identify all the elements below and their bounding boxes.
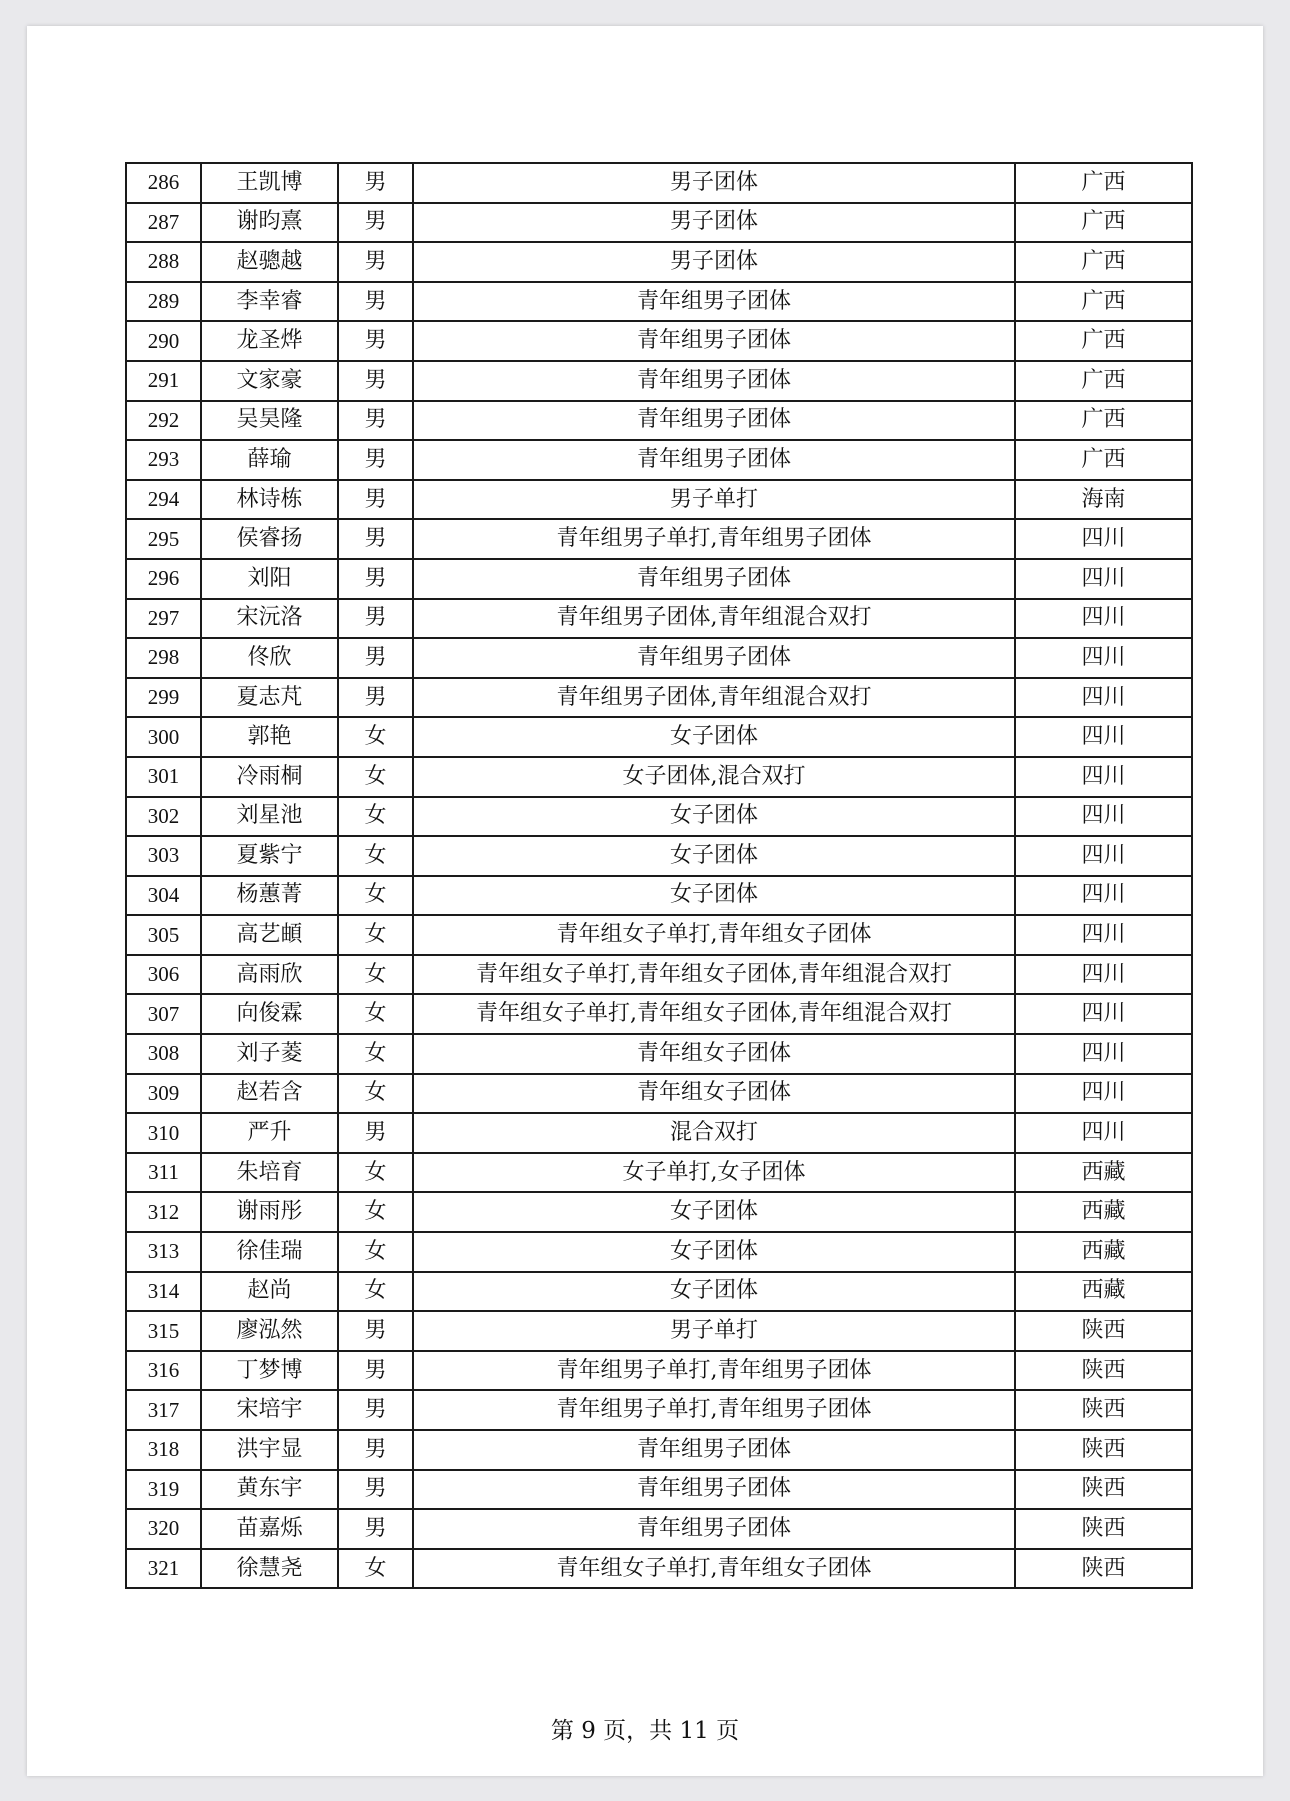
row-number: 320 xyxy=(126,1509,201,1549)
athlete-gender: 女 xyxy=(338,1192,413,1232)
athlete-region: 四川 xyxy=(1015,519,1192,559)
table-row xyxy=(126,836,1192,876)
athlete-name: 谢雨彤 xyxy=(201,1192,338,1232)
row-number: 308 xyxy=(126,1034,201,1074)
athlete-region: 广西 xyxy=(1015,163,1192,203)
athlete-region: 四川 xyxy=(1015,797,1192,837)
athlete-events: 青年组男子单打,青年组男子团体 xyxy=(413,1390,1015,1430)
row-number: 321 xyxy=(126,1549,201,1589)
athlete-region: 四川 xyxy=(1015,559,1192,599)
athlete-events: 青年组女子单打,青年组女子团体,青年组混合双打 xyxy=(413,955,1015,995)
athlete-gender: 男 xyxy=(338,1509,413,1549)
athlete-region: 陕西 xyxy=(1015,1390,1192,1430)
athlete-name: 夏志芃 xyxy=(201,678,338,718)
athlete-roster-table xyxy=(125,162,1193,1589)
athlete-gender: 男 xyxy=(338,1351,413,1391)
athlete-region: 四川 xyxy=(1015,757,1192,797)
athlete-events: 男子团体 xyxy=(413,203,1015,243)
athlete-gender: 男 xyxy=(338,203,413,243)
table-row xyxy=(126,1390,1192,1430)
row-number: 299 xyxy=(126,678,201,718)
athlete-region: 四川 xyxy=(1015,717,1192,757)
athlete-region: 四川 xyxy=(1015,1074,1192,1114)
table-row xyxy=(126,559,1192,599)
athlete-gender: 男 xyxy=(338,361,413,401)
athlete-gender: 女 xyxy=(338,1074,413,1114)
table-row xyxy=(126,480,1192,520)
athlete-gender: 女 xyxy=(338,915,413,955)
athlete-name: 刘子菱 xyxy=(201,1034,338,1074)
athlete-events: 青年组男子团体 xyxy=(413,282,1015,322)
table-row xyxy=(126,1192,1192,1232)
athlete-gender: 男 xyxy=(338,401,413,441)
athlete-region: 陕西 xyxy=(1015,1430,1192,1470)
athlete-name: 赵骢越 xyxy=(201,242,338,282)
athlete-gender: 男 xyxy=(338,440,413,480)
athlete-region: 广西 xyxy=(1015,401,1192,441)
athlete-name: 宋培宇 xyxy=(201,1390,338,1430)
row-number: 294 xyxy=(126,480,201,520)
table-row xyxy=(126,163,1192,203)
athlete-name: 刘星池 xyxy=(201,797,338,837)
document-page xyxy=(27,26,1263,1776)
athlete-gender: 男 xyxy=(338,321,413,361)
table-row xyxy=(126,1272,1192,1312)
athlete-region: 四川 xyxy=(1015,1113,1192,1153)
athlete-events: 青年组女子单打,青年组女子团体,青年组混合双打 xyxy=(413,994,1015,1034)
table-row xyxy=(126,242,1192,282)
athlete-gender: 男 xyxy=(338,282,413,322)
row-number: 302 xyxy=(126,797,201,837)
athlete-events: 女子团体 xyxy=(413,1192,1015,1232)
row-number: 287 xyxy=(126,203,201,243)
table-row xyxy=(126,1232,1192,1272)
row-number: 293 xyxy=(126,440,201,480)
table-row xyxy=(126,519,1192,559)
row-number: 304 xyxy=(126,876,201,916)
athlete-gender: 男 xyxy=(338,638,413,678)
athlete-gender: 女 xyxy=(338,797,413,837)
athlete-name: 高雨欣 xyxy=(201,955,338,995)
table-row xyxy=(126,717,1192,757)
row-number: 290 xyxy=(126,321,201,361)
table-row xyxy=(126,1074,1192,1114)
row-number: 312 xyxy=(126,1192,201,1232)
athlete-gender: 女 xyxy=(338,1549,413,1589)
athlete-name: 冷雨桐 xyxy=(201,757,338,797)
athlete-region: 陕西 xyxy=(1015,1509,1192,1549)
athlete-events: 女子团体 xyxy=(413,1232,1015,1272)
athlete-events: 青年组男子团体 xyxy=(413,321,1015,361)
row-number: 297 xyxy=(126,599,201,639)
athlete-events: 青年组女子单打,青年组女子团体 xyxy=(413,1549,1015,1589)
athlete-name: 高艺頔 xyxy=(201,915,338,955)
athlete-region: 四川 xyxy=(1015,1034,1192,1074)
athlete-name: 宋沅洛 xyxy=(201,599,338,639)
athlete-gender: 男 xyxy=(338,163,413,203)
athlete-events: 青年组女子团体 xyxy=(413,1034,1015,1074)
athlete-region: 海南 xyxy=(1015,480,1192,520)
row-number: 300 xyxy=(126,717,201,757)
athlete-name: 赵若含 xyxy=(201,1074,338,1114)
athlete-events: 青年组男子团体 xyxy=(413,638,1015,678)
athlete-region: 四川 xyxy=(1015,915,1192,955)
row-number: 317 xyxy=(126,1390,201,1430)
table-row xyxy=(126,797,1192,837)
athlete-region: 四川 xyxy=(1015,836,1192,876)
row-number: 314 xyxy=(126,1272,201,1312)
table-row xyxy=(126,1113,1192,1153)
athlete-events: 女子团体 xyxy=(413,1272,1015,1312)
row-number: 291 xyxy=(126,361,201,401)
athlete-events: 女子团体 xyxy=(413,717,1015,757)
athlete-region: 四川 xyxy=(1015,638,1192,678)
athlete-events: 青年组男子单打,青年组男子团体 xyxy=(413,1351,1015,1391)
athlete-name: 向俊霖 xyxy=(201,994,338,1034)
row-number: 288 xyxy=(126,242,201,282)
athlete-region: 西藏 xyxy=(1015,1192,1192,1232)
athlete-events: 青年组男子团体,青年组混合双打 xyxy=(413,678,1015,718)
athlete-gender: 女 xyxy=(338,876,413,916)
athlete-name: 杨蕙菁 xyxy=(201,876,338,916)
athlete-gender: 男 xyxy=(338,1470,413,1510)
athlete-name: 赵尚 xyxy=(201,1272,338,1312)
athlete-gender: 男 xyxy=(338,1430,413,1470)
athlete-name: 丁梦博 xyxy=(201,1351,338,1391)
athlete-region: 四川 xyxy=(1015,599,1192,639)
athlete-name: 严升 xyxy=(201,1113,338,1153)
athlete-region: 广西 xyxy=(1015,203,1192,243)
table-row xyxy=(126,955,1192,995)
row-number: 289 xyxy=(126,282,201,322)
row-number: 310 xyxy=(126,1113,201,1153)
athlete-region: 四川 xyxy=(1015,955,1192,995)
athlete-region: 广西 xyxy=(1015,440,1192,480)
row-number: 296 xyxy=(126,559,201,599)
athlete-events: 女子单打,女子团体 xyxy=(413,1153,1015,1193)
athlete-region: 广西 xyxy=(1015,361,1192,401)
table-row xyxy=(126,1034,1192,1074)
athlete-name: 龙圣烨 xyxy=(201,321,338,361)
row-number: 311 xyxy=(126,1153,201,1193)
athlete-events: 青年组女子团体 xyxy=(413,1074,1015,1114)
athlete-gender: 男 xyxy=(338,1311,413,1351)
athlete-region: 四川 xyxy=(1015,678,1192,718)
athlete-gender: 女 xyxy=(338,955,413,995)
athlete-events: 女子团体 xyxy=(413,876,1015,916)
row-number: 303 xyxy=(126,836,201,876)
athlete-events: 男子团体 xyxy=(413,242,1015,282)
table-row xyxy=(126,401,1192,441)
athlete-name: 王凯博 xyxy=(201,163,338,203)
athlete-events: 女子团体 xyxy=(413,797,1015,837)
table-row xyxy=(126,1351,1192,1391)
row-number: 298 xyxy=(126,638,201,678)
athlete-name: 吴昊隆 xyxy=(201,401,338,441)
athlete-gender: 女 xyxy=(338,1153,413,1193)
athlete-name: 李幸睿 xyxy=(201,282,338,322)
athlete-events: 青年组男子团体 xyxy=(413,559,1015,599)
athlete-name: 薛瑜 xyxy=(201,440,338,480)
athlete-region: 广西 xyxy=(1015,242,1192,282)
table-row xyxy=(126,876,1192,916)
athlete-events: 男子单打 xyxy=(413,1311,1015,1351)
athlete-name: 谢昀熹 xyxy=(201,203,338,243)
row-number: 315 xyxy=(126,1311,201,1351)
table-row xyxy=(126,361,1192,401)
table-row xyxy=(126,1509,1192,1549)
athlete-events: 青年组男子团体 xyxy=(413,361,1015,401)
athlete-region: 陕西 xyxy=(1015,1351,1192,1391)
table-row xyxy=(126,282,1192,322)
table-row xyxy=(126,678,1192,718)
athlete-gender: 女 xyxy=(338,836,413,876)
table-row xyxy=(126,757,1192,797)
table-row xyxy=(126,203,1192,243)
athlete-events: 青年组男子团体 xyxy=(413,1470,1015,1510)
athlete-name: 郭艳 xyxy=(201,717,338,757)
row-number: 309 xyxy=(126,1074,201,1114)
athlete-gender: 男 xyxy=(338,242,413,282)
athlete-gender: 女 xyxy=(338,757,413,797)
table-row xyxy=(126,994,1192,1034)
athlete-events: 青年组女子单打,青年组女子团体 xyxy=(413,915,1015,955)
roster-table-body xyxy=(126,163,1192,1588)
athlete-gender: 男 xyxy=(338,480,413,520)
row-number: 286 xyxy=(126,163,201,203)
row-number: 316 xyxy=(126,1351,201,1391)
athlete-name: 夏紫宁 xyxy=(201,836,338,876)
athlete-gender: 女 xyxy=(338,994,413,1034)
athlete-name: 黄东宇 xyxy=(201,1470,338,1510)
athlete-name: 苗嘉烁 xyxy=(201,1509,338,1549)
athlete-name: 文家豪 xyxy=(201,361,338,401)
athlete-events: 青年组男子单打,青年组男子团体 xyxy=(413,519,1015,559)
row-number: 319 xyxy=(126,1470,201,1510)
table-row xyxy=(126,1153,1192,1193)
table-row xyxy=(126,440,1192,480)
row-number: 301 xyxy=(126,757,201,797)
table-row xyxy=(126,321,1192,361)
athlete-region: 四川 xyxy=(1015,876,1192,916)
row-number: 305 xyxy=(126,915,201,955)
athlete-region: 西藏 xyxy=(1015,1272,1192,1312)
athlete-name: 佟欣 xyxy=(201,638,338,678)
row-number: 307 xyxy=(126,994,201,1034)
athlete-region: 西藏 xyxy=(1015,1153,1192,1193)
athlete-region: 西藏 xyxy=(1015,1232,1192,1272)
row-number: 295 xyxy=(126,519,201,559)
athlete-events: 女子团体 xyxy=(413,836,1015,876)
table-row xyxy=(126,1549,1192,1589)
athlete-events: 青年组男子团体 xyxy=(413,440,1015,480)
athlete-name: 廖泓然 xyxy=(201,1311,338,1351)
row-number: 292 xyxy=(126,401,201,441)
table-row xyxy=(126,1470,1192,1510)
athlete-region: 广西 xyxy=(1015,282,1192,322)
athlete-gender: 女 xyxy=(338,1272,413,1312)
athlete-events: 青年组男子团体,青年组混合双打 xyxy=(413,599,1015,639)
athlete-name: 洪宇显 xyxy=(201,1430,338,1470)
athlete-name: 徐佳瑞 xyxy=(201,1232,338,1272)
athlete-gender: 男 xyxy=(338,519,413,559)
row-number: 318 xyxy=(126,1430,201,1470)
table-row xyxy=(126,638,1192,678)
athlete-gender: 男 xyxy=(338,559,413,599)
table-row xyxy=(126,915,1192,955)
athlete-gender: 男 xyxy=(338,1390,413,1430)
athlete-gender: 男 xyxy=(338,599,413,639)
athlete-region: 陕西 xyxy=(1015,1549,1192,1589)
athlete-gender: 女 xyxy=(338,1232,413,1272)
athlete-events: 青年组男子团体 xyxy=(413,1509,1015,1549)
athlete-gender: 女 xyxy=(338,717,413,757)
athlete-gender: 男 xyxy=(338,1113,413,1153)
athlete-events: 青年组男子团体 xyxy=(413,1430,1015,1470)
table-row xyxy=(126,599,1192,639)
athlete-events: 女子团体,混合双打 xyxy=(413,757,1015,797)
athlete-name: 林诗栋 xyxy=(201,480,338,520)
athlete-gender: 女 xyxy=(338,1034,413,1074)
athlete-events: 青年组男子团体 xyxy=(413,401,1015,441)
athlete-name: 刘阳 xyxy=(201,559,338,599)
athlete-name: 徐慧尧 xyxy=(201,1549,338,1589)
athlete-region: 陕西 xyxy=(1015,1311,1192,1351)
table-row xyxy=(126,1430,1192,1470)
athlete-gender: 男 xyxy=(338,678,413,718)
athlete-region: 四川 xyxy=(1015,994,1192,1034)
row-number: 313 xyxy=(126,1232,201,1272)
table-row xyxy=(126,1311,1192,1351)
athlete-events: 男子团体 xyxy=(413,163,1015,203)
athlete-region: 广西 xyxy=(1015,321,1192,361)
athlete-events: 混合双打 xyxy=(413,1113,1015,1153)
row-number: 306 xyxy=(126,955,201,995)
athlete-region: 陕西 xyxy=(1015,1470,1192,1510)
athlete-name: 朱培育 xyxy=(201,1153,338,1193)
page-footer: 第 9 页，共 11 页 xyxy=(550,1718,740,1744)
athlete-name: 侯睿扬 xyxy=(201,519,338,559)
athlete-events: 男子单打 xyxy=(413,480,1015,520)
